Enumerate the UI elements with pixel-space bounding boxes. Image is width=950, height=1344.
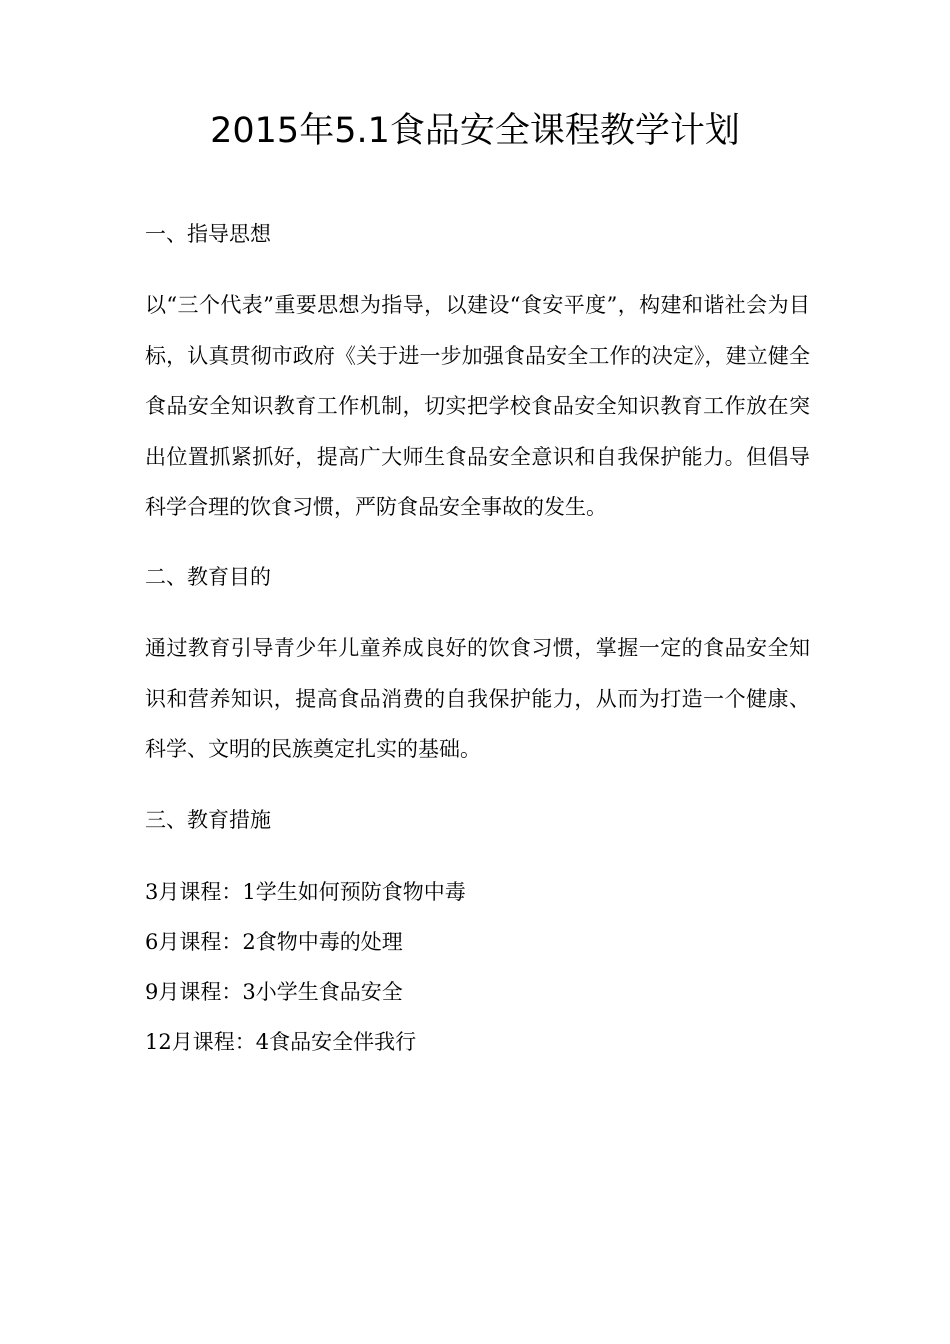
section-heading-education-measures: 三、教育措施 xyxy=(145,808,271,832)
section-heading-education-purpose: 二、教育目的 xyxy=(145,565,271,589)
course-item-june: 6月课程：2食物中毒的处理 xyxy=(145,930,403,954)
document-title: 2015年5.1食品安全课程教学计划 xyxy=(210,111,740,151)
course-item-december: 12月课程：4食品安全伴我行 xyxy=(145,1030,417,1054)
course-item-september: 9月课程：3小学生食品安全 xyxy=(145,980,403,1004)
section-heading-guiding-ideology: 一、指导思想 xyxy=(145,222,271,246)
course-item-march: 3月课程：1学生如何预防食物中毒 xyxy=(145,880,466,904)
section-paragraph-guiding-ideology: 以“三个代表”重要思想为指导，以建设“食安平度”，构建和谐社会为目标，认真贯彻市政府《关于进一步加强食品安全工作的决定》，建立健全食品安全知识教育工作机制，切实把学校食品安全知识教育工作放在突出位置抓紧抓好，提高广大师生食品安全意识和自我保护能力。但倡导科学合理的饮食习惯，严防食品安全事故的发生。 xyxy=(145,293,810,519)
section-paragraph-education-purpose: 通过教育引导青少年儿童养成良好的饮食习惯，掌握一定的食品安全知识和营养知识，提高食品消费的自我保护能力，从而为打造一个健康、科学、文明的民族奠定扎实的基础。 xyxy=(145,636,810,761)
